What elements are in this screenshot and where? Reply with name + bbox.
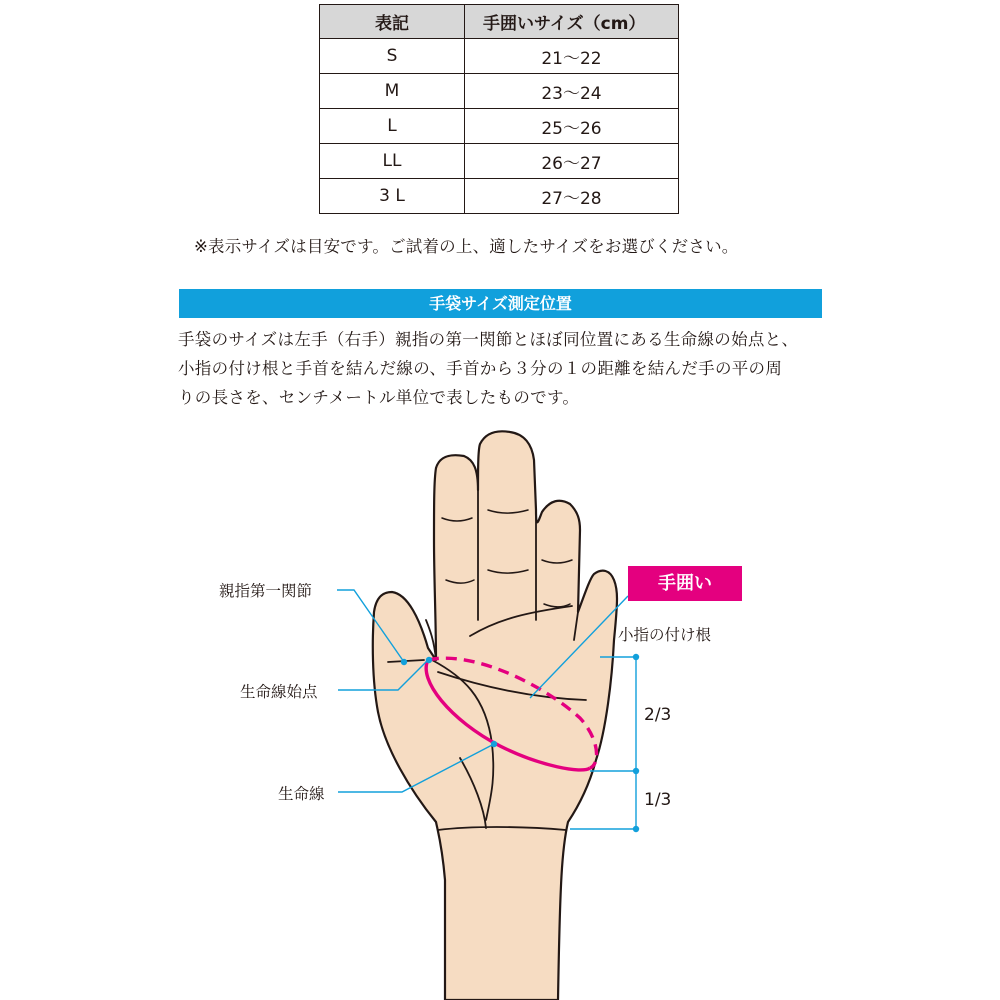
description-line: 小指の付け根と手首を結んだ線の、手首から３分の１の距離を結んだ手の平の周 [178,359,783,378]
lifeline-label: 生命線 [278,785,325,803]
size-range: 25〜26 [465,109,679,144]
size-label: S [320,39,465,74]
size-range: 23〜24 [465,74,679,109]
lifeline-start-label: 生命線始点 [240,683,318,701]
size-note: ※表示サイズは目安です。ご試着の上、適したサイズをお選びください。 [194,237,739,256]
hand-silhouette [373,431,617,1000]
header-size: 手囲いサイズ（cm） [465,5,679,39]
description-line: りの長さを、センチメートル単位で表したものです。 [178,388,580,407]
size-label: 3 L [320,179,465,214]
one-third-label: 1/3 [644,790,672,810]
dot [633,768,639,774]
size-range: 26〜27 [465,144,679,179]
size-range: 21〜22 [465,39,679,74]
size-label: L [320,109,465,144]
dot [491,741,497,747]
description-line: 手袋のサイズは左手（右手）親指の第一関節とほぼ同位置にある生命線の始点と、 [178,330,799,349]
dot [633,654,639,660]
size-label: LL [320,144,465,179]
hand-circumference-badge: 手囲い [628,566,742,601]
section-title: 手袋サイズ測定位置 [179,289,822,318]
size-range: 27〜28 [465,179,679,214]
dot [633,826,639,832]
pinky-base-label: 小指の付け根 [618,626,712,644]
size-label: M [320,74,465,109]
dot [401,659,407,665]
two-thirds-label: 2/3 [644,705,672,725]
thumb-joint-label: 親指第一関節 [219,582,313,600]
dot [426,657,432,663]
header-label: 表記 [320,5,465,39]
